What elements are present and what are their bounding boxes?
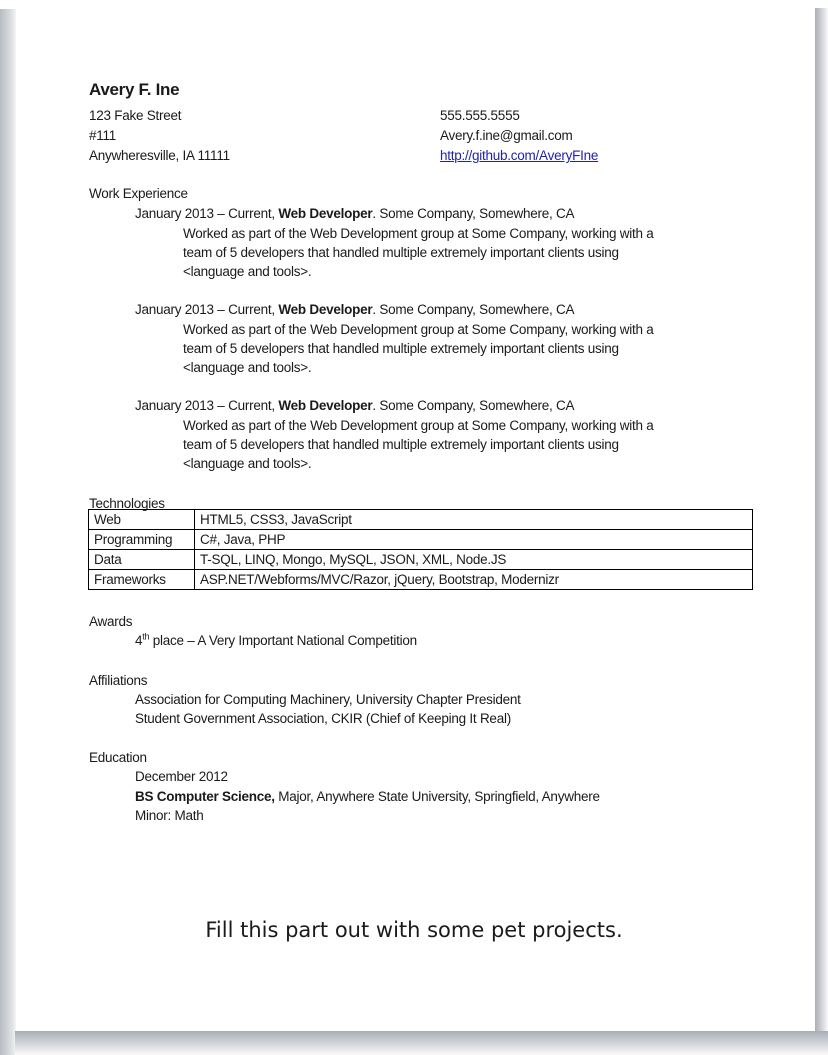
tech-category: Programming	[89, 530, 195, 550]
email-address: Avery.f.ine@gmail.com	[440, 128, 573, 143]
job-dates: January 2013 – Current,	[135, 398, 279, 413]
table-row	[89, 510, 753, 530]
award-description: place – A Very Important National Competition	[149, 633, 417, 648]
education-degree: BS Computer Science,	[135, 789, 275, 804]
tech-category: Frameworks	[89, 570, 195, 590]
section-heading-affiliations: Affiliations	[89, 673, 148, 688]
job-description-line: Worked as part of the Web Development group at Some Company, working with a	[183, 322, 654, 337]
tech-items: C#, Java, PHP	[195, 530, 753, 550]
job-description-line: <language and tools>.	[183, 264, 312, 279]
tech-category: Web	[89, 510, 195, 530]
job-description-line: Worked as part of the Web Development group at Some Company, working with a	[183, 418, 654, 433]
education-date: December 2012	[135, 769, 228, 784]
education-degree-detail: Major, Anywhere State University, Springfield, Anywhere	[274, 789, 600, 804]
job-description-line: Worked as part of the Web Development group at Some Company, working with a	[183, 226, 654, 241]
job-company: . Some Company, Somewhere, CA	[372, 302, 575, 317]
tech-items: T-SQL, LINQ, Mongo, MySQL, JSON, XML, Node.JS	[195, 550, 753, 570]
address-line-1: 123 Fake Street	[89, 108, 182, 123]
phone-number: 555.555.5555	[440, 108, 520, 123]
job-title: Web Developer	[278, 206, 373, 221]
section-heading-awards: Awards	[89, 614, 133, 629]
table-row	[89, 570, 753, 590]
tech-items: HTML5, CSS3, JavaScript	[195, 510, 753, 530]
job-header	[135, 204, 574, 224]
table-row	[89, 550, 753, 570]
award-entry	[135, 631, 417, 651]
tech-category: Data	[89, 550, 195, 570]
tech-items: ASP.NET/Webforms/MVC/Razor, jQuery, Bootstrap, Modernizr	[195, 570, 753, 590]
github-link[interactable]: http://github.com/AveryFIne	[440, 148, 599, 163]
section-heading-work-experience: Work Experience	[89, 186, 188, 201]
affiliation-entry: Student Government Association, CKIR (Chief of Keeping It Real)	[135, 711, 511, 726]
job-header	[135, 396, 574, 416]
section-heading-technologies: Technologies	[89, 496, 165, 511]
job-header	[135, 300, 574, 320]
technologies-table	[88, 509, 753, 590]
job-title: Web Developer	[278, 398, 373, 413]
education-degree-line	[135, 787, 600, 807]
address-line-3: Anywheresville, IA 11111	[89, 148, 230, 163]
award-rank-number: 4	[135, 633, 143, 648]
award-rank-suffix: th	[142, 631, 150, 642]
job-title: Web Developer	[278, 302, 373, 317]
job-description-line: team of 5 developers that handled multiple extremely important clients using	[183, 341, 619, 356]
section-heading-education: Education	[89, 750, 147, 765]
affiliation-entry: Association for Computing Machinery, University Chapter President	[135, 692, 521, 707]
job-company: . Some Company, Somewhere, CA	[372, 206, 575, 221]
education-minor: Minor: Math	[135, 808, 204, 823]
table-row	[89, 530, 753, 550]
address-line-2: #111	[89, 128, 117, 143]
footer-note: Fill this part out with some pet projects.	[205, 918, 623, 942]
candidate-name: Avery F. Ine	[89, 80, 180, 99]
job-dates: January 2013 – Current,	[135, 206, 279, 221]
job-company: . Some Company, Somewhere, CA	[372, 398, 575, 413]
job-dates: January 2013 – Current,	[135, 302, 279, 317]
job-description-line: team of 5 developers that handled multiple extremely important clients using	[183, 245, 619, 260]
job-description-line: <language and tools>.	[183, 456, 312, 471]
job-description-line: <language and tools>.	[183, 360, 312, 375]
job-description-line: team of 5 developers that handled multiple extremely important clients using	[183, 437, 619, 452]
